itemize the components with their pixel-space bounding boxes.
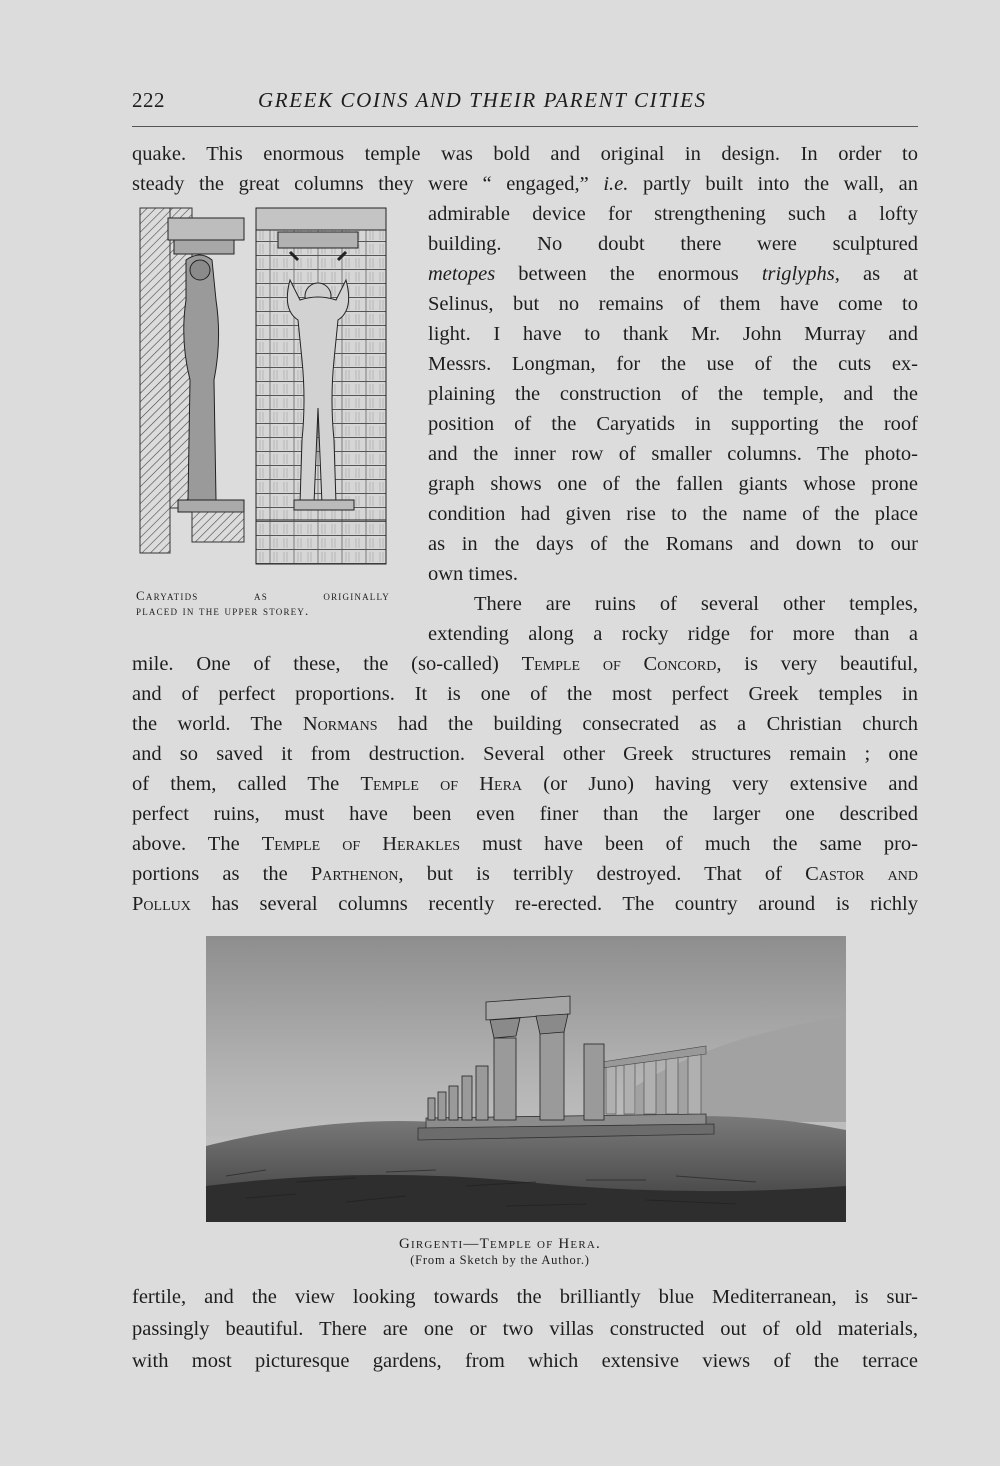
header-rule — [132, 126, 918, 127]
text-line: position of the Caryatids in supporting the roof — [428, 413, 918, 435]
text-line: There are ruins of several other temples, — [474, 593, 918, 615]
text-line: quake. This enormous temple was bold and original in design. In order to — [132, 143, 918, 165]
page-number: 222 — [132, 88, 165, 112]
text-line: graph shows one of the fallen giants whose prone — [428, 473, 918, 495]
caryatids-engraving — [138, 200, 388, 584]
text-line: and the inner row of smaller columns. The photo- — [428, 443, 918, 465]
running-title: GREEK COINS AND THEIR PARENT CITIES — [258, 88, 707, 112]
text-line: and of perfect proportions. It is one of the most perfect Greek temples in — [132, 683, 918, 705]
text-line: Messrs. Longman, for the use of the cuts ex- — [428, 353, 918, 375]
text-line: plaining the construction of the temple, and the — [428, 383, 918, 405]
text-line: fertile, and the view looking towards the brilliantly blue Mediterranean, is sur- — [132, 1286, 918, 1308]
text-line: of them, called The Temple of Hera (or Juno) having very extensive and — [132, 773, 918, 795]
caption-line: Caryatids as originally — [136, 588, 390, 603]
text-line: with most picturesque gardens, from which extensive views of the terrace — [132, 1350, 918, 1372]
text-line: Selinus, but no remains of them have come to — [428, 293, 918, 315]
text-line: the world. The Normans had the building consecrated as a Christian church — [132, 713, 918, 735]
text-line: passingly beautiful. There are one or two villas constructed out of old materials, — [132, 1318, 918, 1340]
text-line: light. I have to thank Mr. John Murray and — [428, 323, 918, 345]
text-line: above. The Temple of Herakles must have been of much the same pro- — [132, 833, 918, 855]
page-header — [132, 88, 918, 118]
text-line: as in the days of the Romans and down to our — [428, 533, 918, 555]
figure-caption-title: Girgenti—Temple of Hera. — [399, 1236, 601, 1252]
figure-caption-caryatids — [136, 588, 390, 618]
figure-caption-credit: (From a Sketch by the Author.) — [410, 1253, 590, 1267]
text-line: mile. One of these, the (so-called) Temple of Concord, is very beautiful, — [132, 653, 918, 675]
text-line: metopes between the enormous triglyphs, as at — [428, 263, 918, 285]
text-line: steady the great columns they were “ engaged,” i.e. partly built into the wall, an — [132, 173, 918, 195]
text-line: portions as the Parthenon, but is terribly destroyed. That of Castor and — [132, 863, 918, 885]
text-line: own times. — [428, 563, 518, 585]
temple-of-hera-illustration — [206, 936, 846, 1222]
caption-line: placed in the upper storey. — [136, 603, 310, 618]
text-line: perfect ruins, must have been even finer than the larger one described — [132, 803, 918, 825]
text-line: and so saved it from destruction. Several other Greek structures remain ; one — [132, 743, 918, 765]
text-line: extending along a rocky ridge for more than a — [428, 623, 918, 645]
text-line: condition had given rise to the name of the place — [428, 503, 918, 525]
text-line: admirable device for strengthening such a lofty — [428, 203, 918, 225]
text-line: building. No doubt there were sculptured — [428, 233, 918, 255]
text-line: Pollux has several columns recently re-erected. The country around is richly — [132, 893, 918, 915]
